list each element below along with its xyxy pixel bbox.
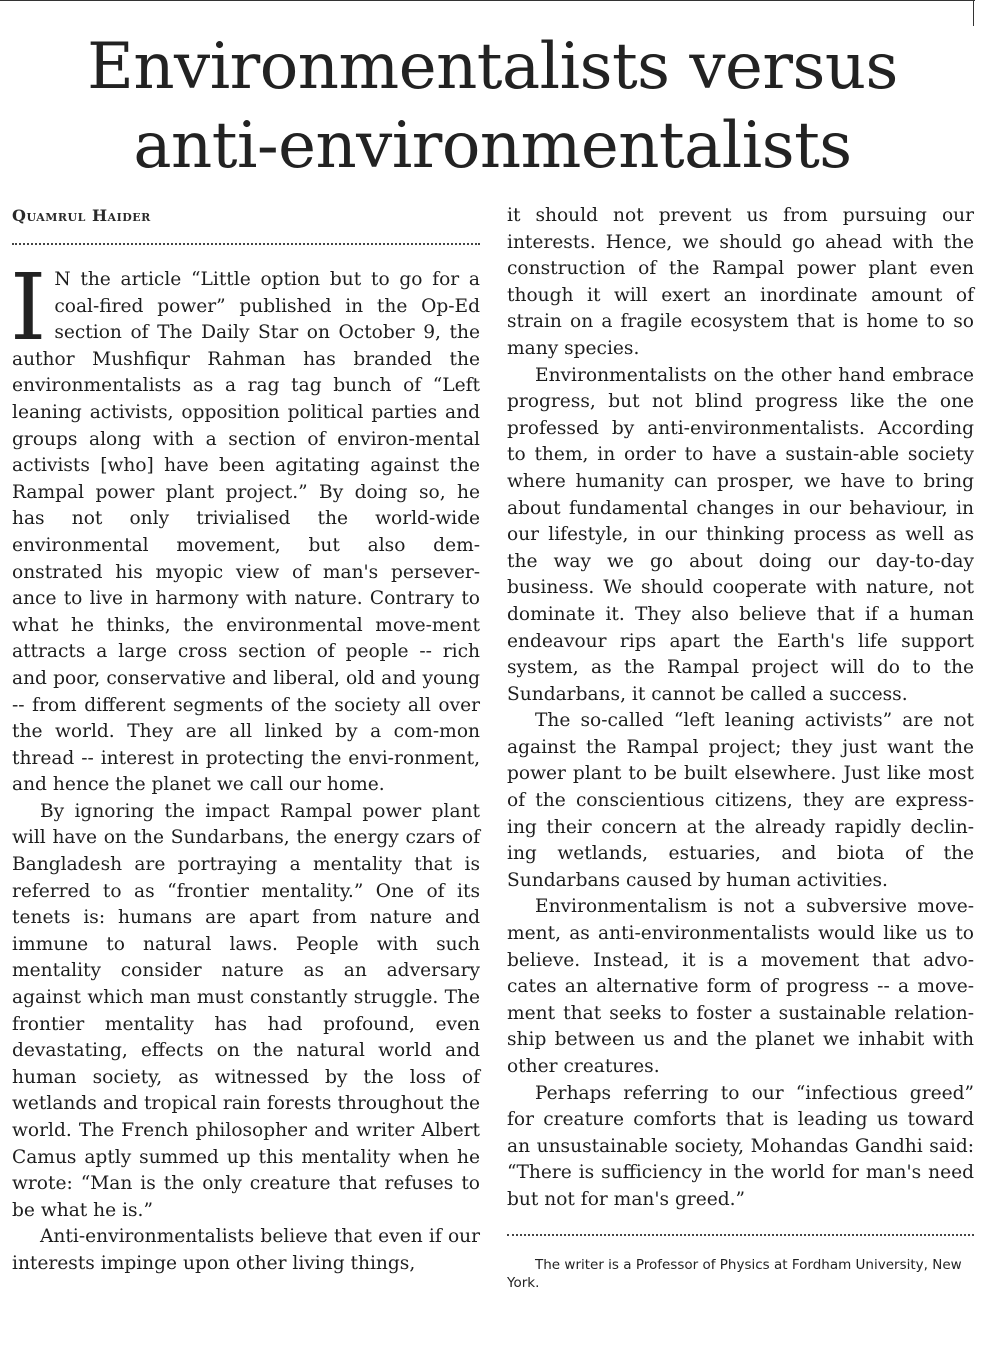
paragraph-5: The so-called “left leaning activists” are not against the Rampal project; they just want the power plant to be built elsewhere. Just like most of the conscientious citizens, they are express-ing their concern at the already rapidly declin-ing wetlands, estuaries, and biota of the Sundarbans caused by human activities. — [507, 710, 974, 891]
paragraph-3-continued: it should not prevent us from pursuing our interests. Hence, we should go ahead with the construction of the Rampal power plant even though it will exert an inordinate amount of strain on a fragile ecosystem that is home to so many species. — [507, 205, 974, 359]
paragraph-3-start: Anti-environmentalists believe that even if our interests impinge upon other living things, — [12, 1226, 480, 1274]
byline-dotted-divider — [12, 243, 480, 245]
paragraph-7: Perhaps referring to our “infectious greed” for creature comforts that is leading us toward an unsustainable society, Mohandas Gandhi said: “There is sufficiency in the world for man's need but not for man's greed.” — [507, 1082, 974, 1210]
drop-cap: I — [10, 254, 47, 361]
paragraph-4: Environmentalists on the other hand embrace progress, but not blind progress like the one professed by anti-environmentalists. According to them, in order to have a sustain-able society where humanity can prosper, we have to bring about fundamental changes in our behaviour, in our lifestyle, in our thinking process as well as the way we go about doing our day-to-day business. We should cooperate with nature, not dominate it. They also believe that if a human endeavour rips apart the Earth's life support system, as the Rampal project will do to the Sundarbans, it cannot be called a success. — [507, 364, 974, 705]
paragraph-6: Environmentalism is not a subversive move-ment, as anti-environmentalists would like us to believe. Instead, it is a movement that advo-cates an alternative form of progress -- a move-ment that seeks to foster a sustainable relation-ship between us and the planet we inhabit with other creatures. — [507, 896, 974, 1077]
headline-line-1: Environmentalists versus — [87, 30, 898, 104]
headline — [0, 28, 985, 186]
paragraph-1 — [10, 254, 480, 799]
headline-line-2: anti-environmentalists — [133, 109, 852, 183]
author-footnote: The writer is a Professor of Physics at Fordham University, New York. — [507, 1256, 962, 1291]
byline: Quamrul Haider — [12, 206, 151, 225]
right-border-rule — [973, 0, 974, 26]
footnote-dotted-divider — [507, 1234, 974, 1236]
top-border-rule — [0, 0, 975, 1]
paragraph-2: By ignoring the impact Rampal power plant will have on the Sundarbans, the energy czars of Bangladesh are portraying a mentality that is referred to as “frontier mentality.” One of its tenets is: humans are apart from nature and immune to natural laws. People with such mentality consider nature as an adversary against which man must constantly struggle. The frontier mentality has had profound, even devastating, effects on the natural world and human society, as witnessed by the loss of wetlands and tropical rain forests throughout the world. The French philosopher and writer Albert Camus aptly summed up this mentality when he wrote: “Man is the only creature that refuses to be what he is.” — [12, 800, 480, 1221]
left-column — [12, 203, 480, 1278]
paragraph-1-text: N the article “Little option but to go for a coal-fired power” published in the Op-Ed section of The Daily Star on October 9, the author Mushfiqur Rahman has branded the environmentalists as a rag tag bunch of “Left leaning activists, opposition political parties and groups along with a section of environ-mental activists [who] have been agitating against the Rampal power plant project.” By doing so, he has not only trivialised the world-wide environmental movement, but also dem-onstrated his myopic view of man's persever-ance to live in harmony with nature. Contrary to what he thinks, the environmental move-ment attracts a large cross section of people -- rich and poor, conservative and liberal, old and young -- from different segments of the society all over the world. They are all linked by a com-mon thread -- interest in protecting the envi-ronment, and hence the planet we call our home. — [12, 269, 480, 796]
right-column — [507, 203, 974, 1292]
